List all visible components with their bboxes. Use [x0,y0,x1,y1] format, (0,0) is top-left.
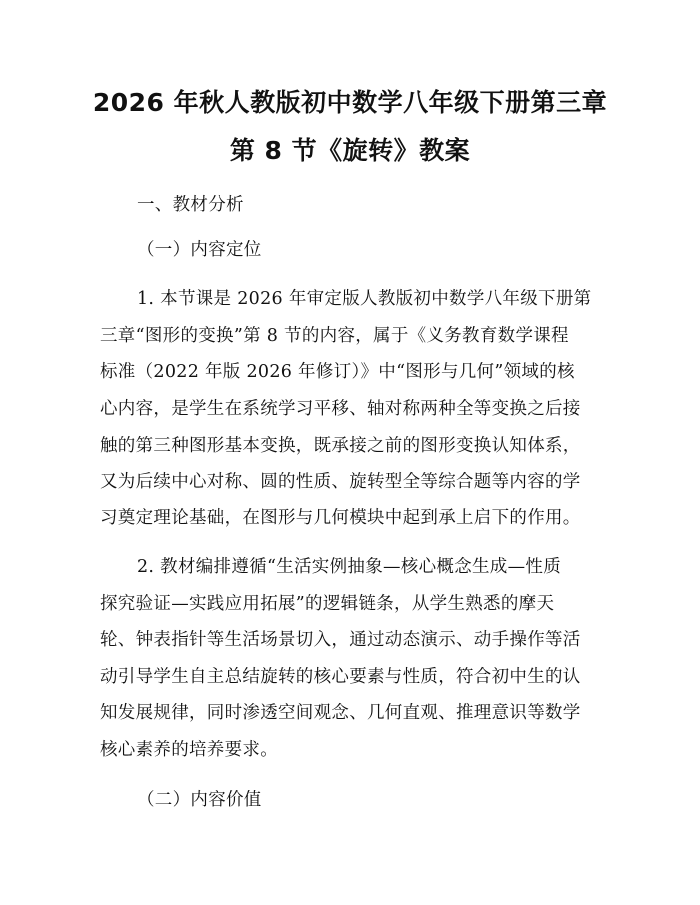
document-title-line-2: 第 8 节《旋转》教案 [229,136,471,165]
paragraph-2-line: 2. 教材编排遵循“生活实例抽象—核心概念生成—性质 [137,557,562,577]
paragraph-1-line: 心内容，是学生在系统学习平移、轴对称两种全等变换之后接 [100,399,581,419]
paragraph-1-line: 习奠定理论基础，在图形与几何模块中起到承上启下的作用。 [100,508,581,528]
paragraph-1-line: 三章“图形的变换”第 8 节的内容，属于《义务教育数学课程 [100,326,569,346]
paragraph-2-line: 探究验证—实践应用拓展”的逻辑链条，从学生熟悉的摩天 [100,594,555,614]
section-heading-teaching-material-analysis: 一、教材分析 [137,195,244,215]
paragraph-1-line: 1. 本节课是 2026 年审定版人教版初中数学八年级下册第 [137,289,592,309]
paragraph-2-line: 轮、钟表指针等生活场景切入，通过动态演示、动手操作等活 [100,630,581,650]
document-title-line-1: 2026 年秋人教版初中数学八年级下册第三章 [92,88,608,117]
paragraph-2-line: 动引导学生自主总结旋转的核心要素与性质，符合初中生的认 [100,667,581,687]
subsection-heading-content-value: （二）内容价值 [137,790,262,810]
paragraph-2-line: 知发展规律，同时渗透空间观念、几何直观、推理意识等数学 [100,703,581,723]
paragraph-1-line: 触的第三种图形基本变换，既承接之前的图形变换认知体系， [100,436,581,456]
paragraph-1-line: 标准（2022 年版 2026 年修订）》中“图形与几何”领域的核 [100,362,575,382]
paragraph-1-line: 又为后续中心对称、圆的性质、旋转型全等综合题等内容的学 [100,472,581,492]
subsection-heading-content-positioning: （一）内容定位 [137,240,262,260]
paragraph-2-line: 核心素养的培养要求。 [100,740,278,760]
